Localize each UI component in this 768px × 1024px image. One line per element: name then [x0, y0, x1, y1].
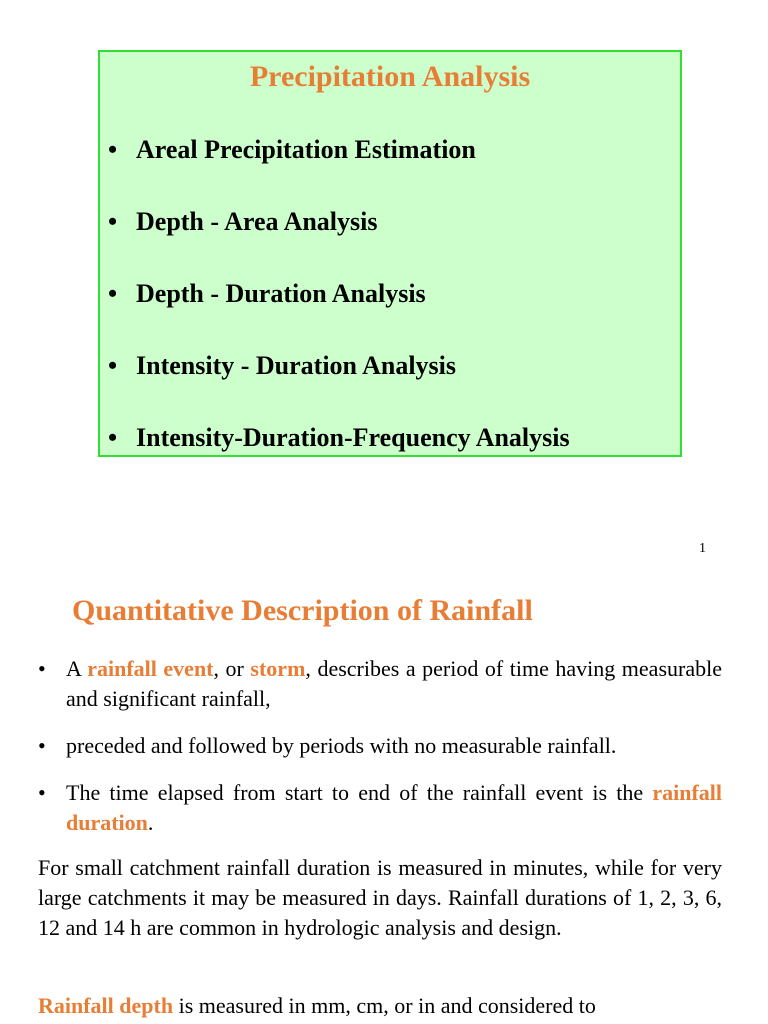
bullet-icon: • [38, 656, 46, 681]
list-item [108, 276, 570, 348]
topic-list [108, 132, 570, 492]
list-item-label: Intensity-Duration-Frequency Analysis [136, 423, 570, 452]
list-item-label: Intensity - Duration Analysis [136, 351, 456, 380]
list-item [108, 348, 570, 420]
body-paragraph [38, 991, 722, 1021]
text-run: . [147, 810, 154, 835]
bullet-icon: • [108, 423, 118, 452]
list-item [108, 204, 570, 276]
list-item-label: Depth - Duration Analysis [136, 279, 426, 308]
topic-box [98, 50, 682, 457]
list-item-label: Depth - Area Analysis [136, 207, 378, 236]
list-item [38, 731, 722, 761]
text-run: , describes a period of time having measurable and significant rainfall, [66, 656, 722, 711]
text-run: preceded and followed by periods with no measurable rainfall. [66, 733, 617, 758]
list-item [38, 654, 722, 714]
text-run: A [66, 656, 88, 681]
highlight-term: storm [250, 656, 306, 681]
list-item-label: Areal Precipitation Estimation [136, 135, 476, 164]
section-title: Quantitative Description of Rainfall [72, 594, 533, 627]
slide-title: Precipitation Analysis [249, 60, 531, 93]
bullet-icon: • [108, 279, 118, 308]
bullet-icon: • [108, 207, 118, 236]
list-item [108, 420, 570, 492]
text-run: is measured in mm, cm, or in and considered to [173, 993, 596, 1018]
highlight-term: rainfall duration [66, 780, 722, 835]
bullet-icon: • [38, 780, 46, 805]
list-item [38, 778, 722, 838]
text-run: , or [213, 656, 251, 681]
bullet-icon: • [38, 733, 46, 758]
body-paragraph: For small catchment rainfall duration is measured in minutes, while for very large catchments it may be measured in days. Rainfall durations of 1, 2, 3, 6, 12 and 14 h are common in hydrologic analysis and design. [38, 855, 722, 940]
highlight-term: rainfall event [87, 656, 214, 681]
bullet-icon: • [108, 351, 118, 380]
text-run: The time elapsed from start to end of the rainfall event is the [66, 780, 653, 805]
list-item [108, 132, 570, 204]
bullet-icon: • [108, 135, 118, 164]
page-number: 1 [699, 541, 706, 556]
bullet-list [38, 654, 722, 855]
highlight-term: Rainfall depth [38, 993, 174, 1018]
